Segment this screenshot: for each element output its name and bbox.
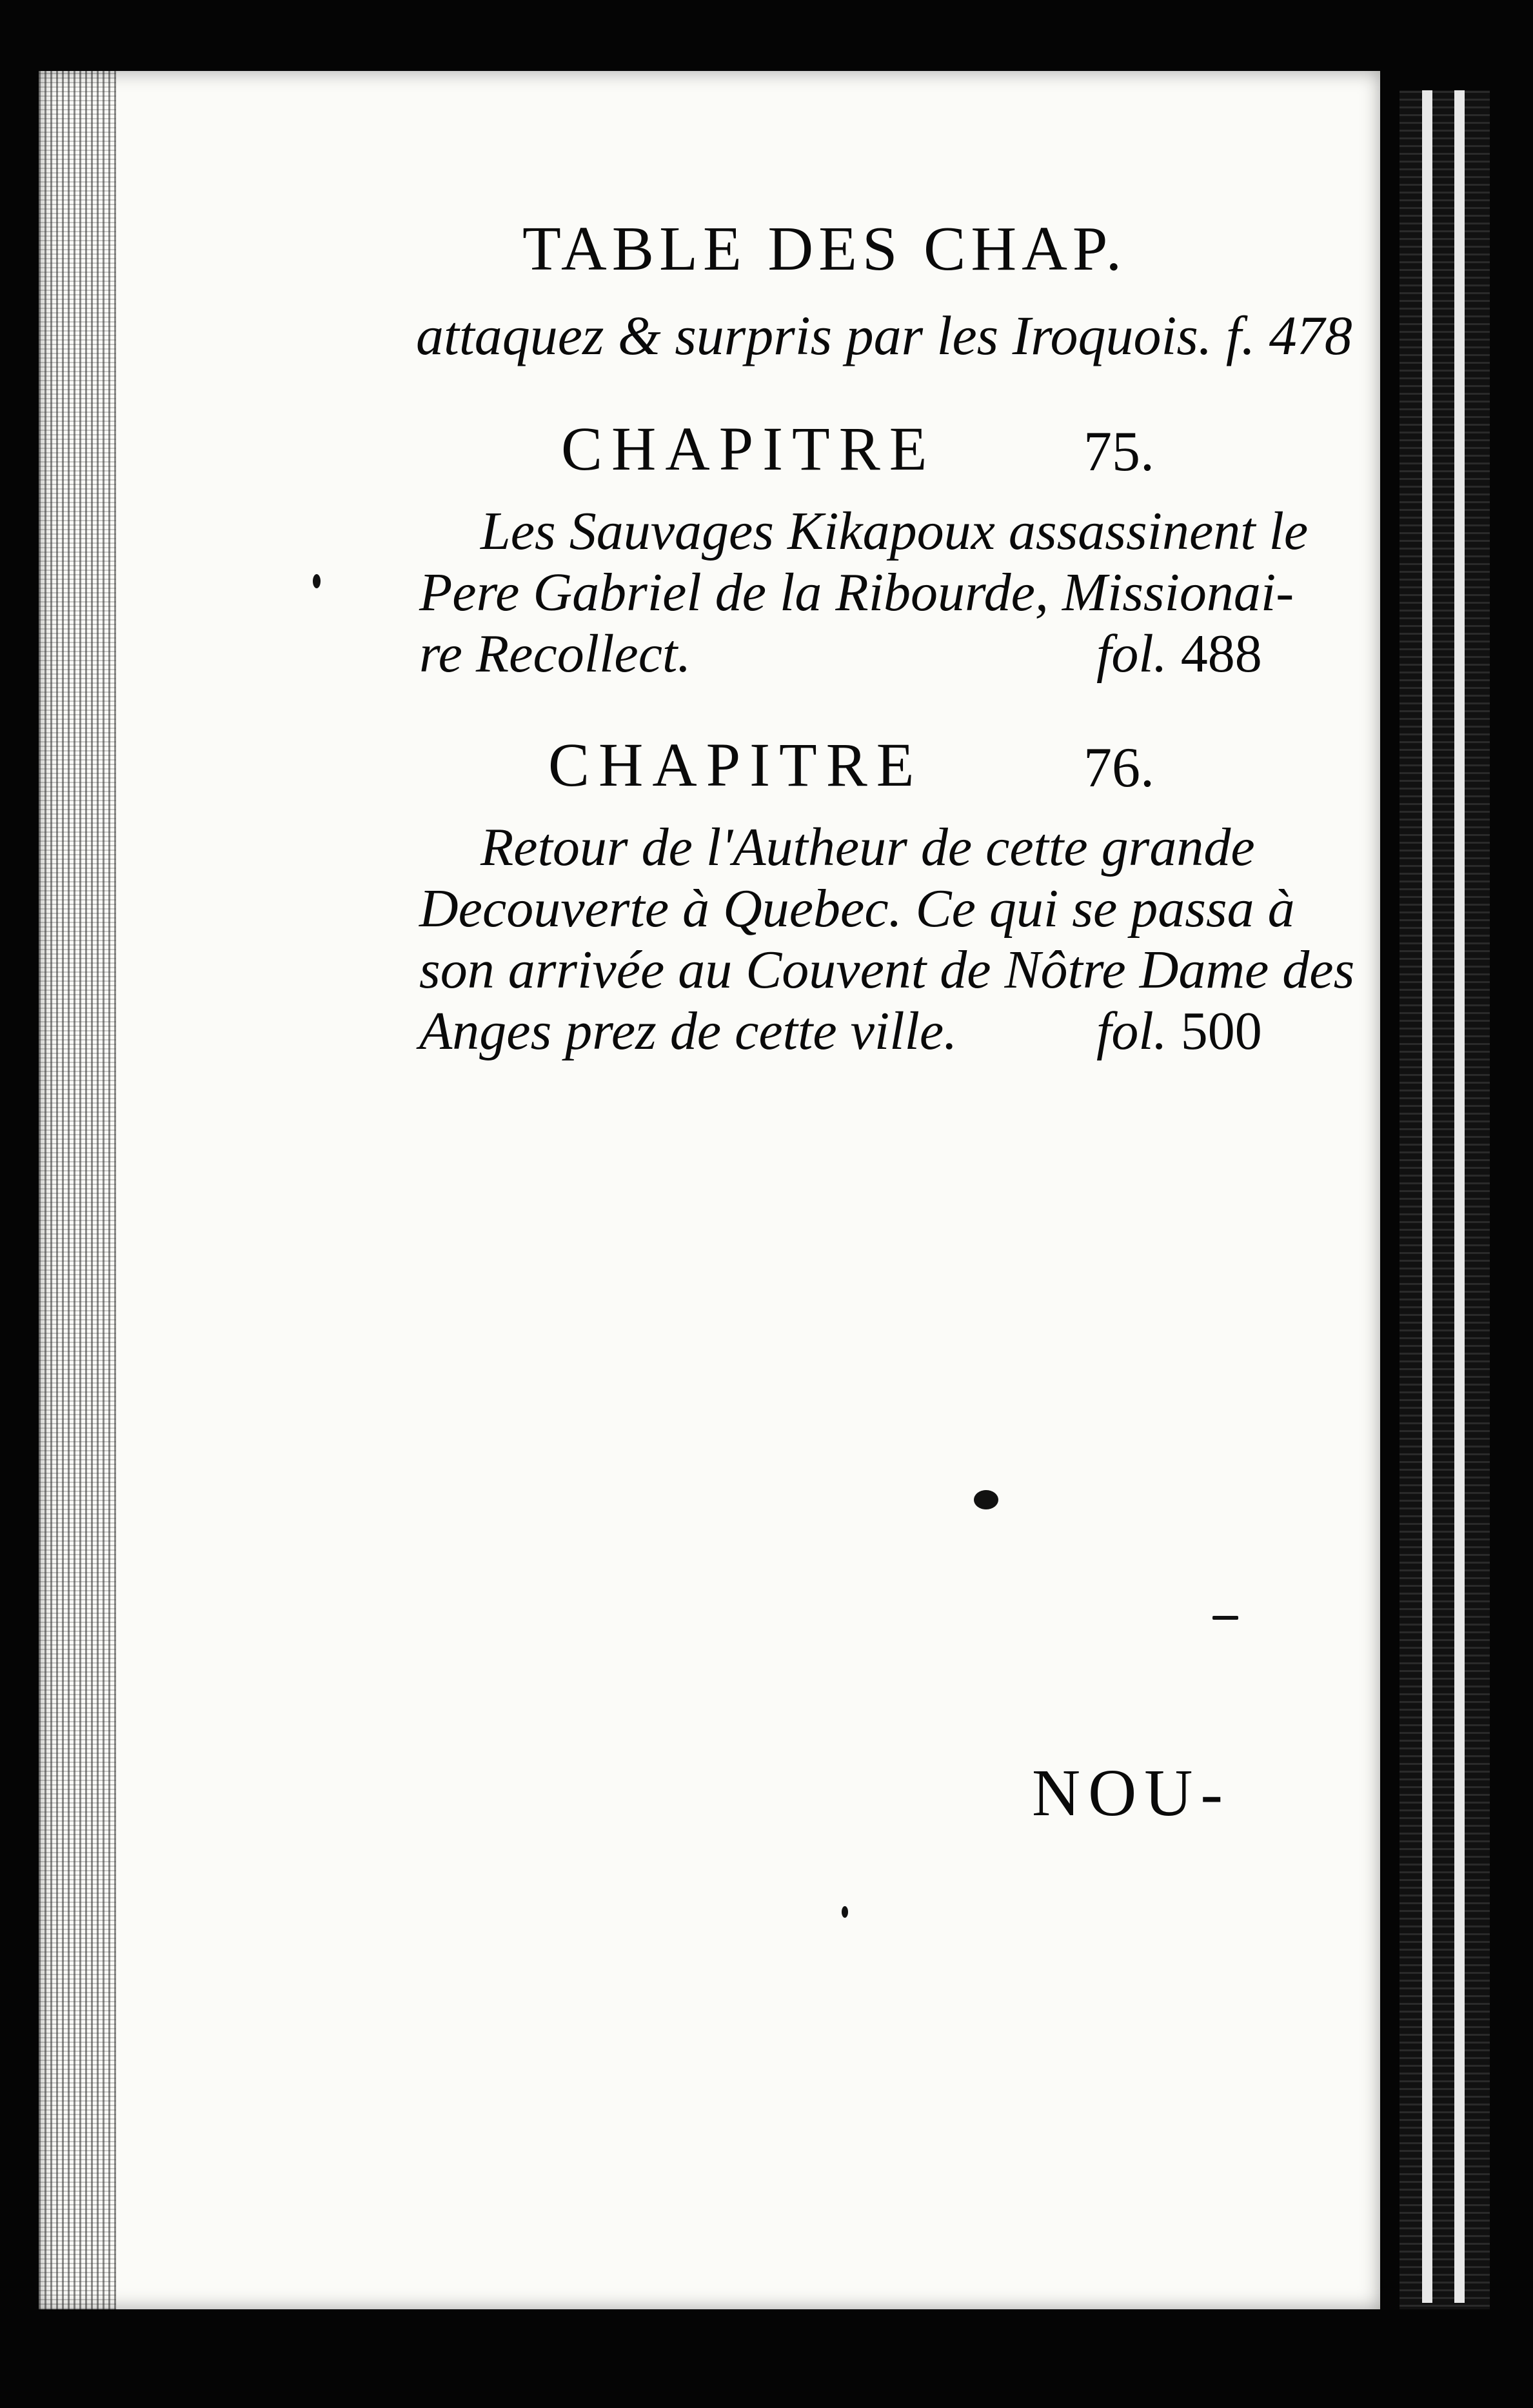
catchword: NOU- — [1032, 1756, 1231, 1830]
chapter-number: 75. — [1083, 421, 1154, 483]
chapter-summary-line: son arrivée au Couvent de Nôtre Dame des — [419, 940, 1355, 1000]
binding-strip — [1399, 90, 1490, 2309]
chapter-heading: CHAPITRE — [548, 730, 924, 799]
book-page — [39, 71, 1380, 2309]
folio-number: 488 — [1180, 624, 1262, 684]
folio-reference — [1096, 1000, 1262, 1062]
folio-number: 500 — [1180, 1001, 1262, 1061]
chapter-summary-line: Retour de l'Autheur de cette grande — [480, 817, 1255, 877]
ink-speck — [313, 574, 321, 588]
chapter-heading: CHAPITRE — [561, 414, 936, 483]
running-head: TABLE DES CHAP. — [522, 214, 1127, 284]
page-edge-shadow — [39, 71, 116, 2309]
binding-thread — [1454, 90, 1465, 2303]
ink-speck — [974, 1490, 998, 1509]
chapter-summary-line: re Recollect. — [419, 624, 691, 684]
carried-over-entry: attaquez & surpris par les Iroquois. f. 478 — [416, 304, 1352, 366]
folio-label: fol. — [1096, 1001, 1167, 1061]
chapter-summary-line: Decouverte à Quebec. Ce qui se passa à — [419, 879, 1295, 939]
chapter-summary-line: Pere Gabriel de la Ribourde, Missionai- — [419, 562, 1294, 622]
ink-speck — [1212, 1616, 1238, 1620]
chapter-summary-line: Anges prez de cette ville. — [419, 1001, 958, 1061]
binding-thread — [1422, 90, 1432, 2303]
folio-label: fol. — [1096, 624, 1167, 684]
ink-speck — [842, 1906, 848, 1918]
chapter-summary-line: Les Sauvages Kikapoux assassinent le — [480, 501, 1309, 561]
chapter-number: 76. — [1083, 737, 1154, 799]
folio-reference — [1096, 622, 1262, 685]
